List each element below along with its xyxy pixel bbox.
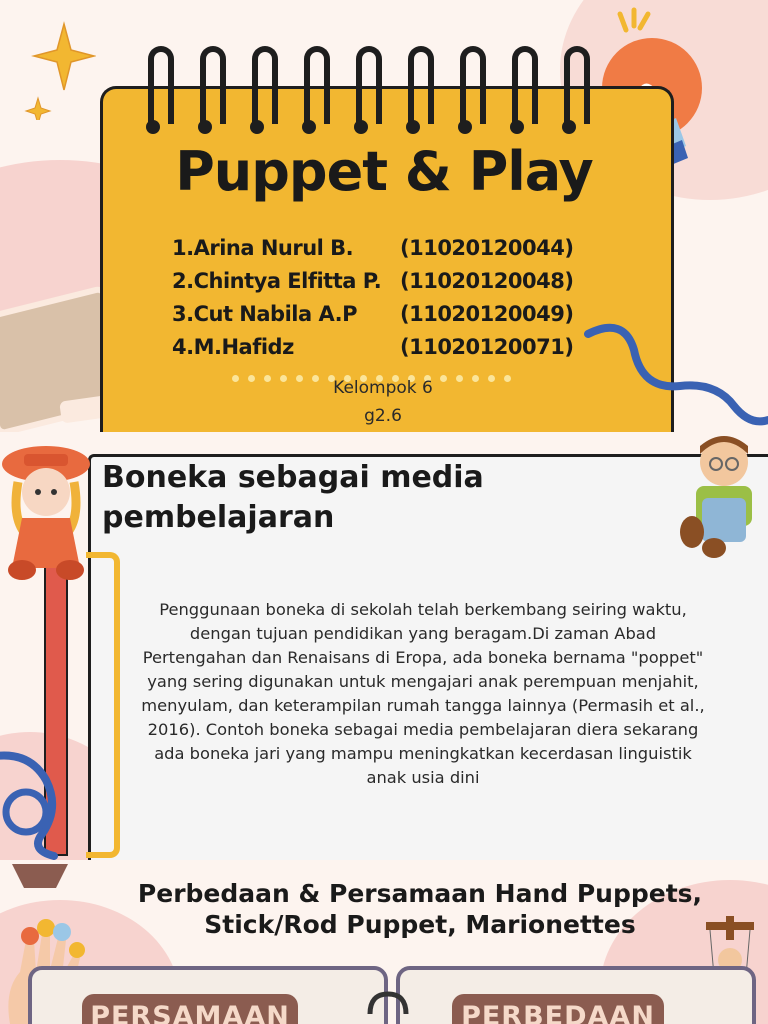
slide-heading [100, 878, 740, 940]
member-id: (11020120049) [400, 302, 574, 326]
member-row [172, 298, 573, 331]
member-row [172, 265, 573, 298]
slide-title [0, 0, 768, 432]
ring [512, 46, 538, 124]
member-id: (11020120048) [400, 269, 574, 293]
boy-doll-icon [674, 432, 768, 562]
slide-body-text: Penggunaan boneka di sekolah telah berkembang seiring waktu, dengan tujuan pendidikan yang beragam.Di zaman Abad Pertengahan dan Renaisans di Eropa, ada boneka bernama "poppet" yang sering digunakan untuk mengajari anak perempuan menjahit, menyulam, dan keterampilan rumah tangga lainnya (Permasih et al., 2016). Contoh boneka sebagai media pembelajaran diera sekarang ada boneka jari yang mampu meningkatkan kecerdasan linguistik anak usia dini [141, 600, 705, 787]
presentation-title: Puppet & Play [175, 140, 593, 203]
member-list [172, 232, 573, 364]
ring [408, 46, 434, 124]
class-label: g2.6 [364, 406, 402, 426]
rag-doll-icon [0, 436, 98, 586]
member-name: 1.Arina Nurul B. [172, 236, 354, 260]
ring [200, 46, 226, 124]
member-row [172, 232, 573, 265]
sparkle-star-icon [24, 20, 96, 120]
member-row [172, 331, 573, 364]
ring [252, 46, 278, 124]
slide-heading: Boneka sebagai media pembelajaran [102, 460, 484, 535]
binder-clip-icon [364, 990, 412, 1020]
member-id: (11020120044) [400, 236, 574, 260]
ring [356, 46, 382, 124]
ring [304, 46, 330, 124]
ring [564, 46, 590, 124]
ring [148, 46, 174, 124]
slide-boneka [0, 432, 768, 860]
member-name: 3.Cut Nabila A.P [172, 302, 357, 326]
heading-line-2: Stick/Rod Puppet, Marionettes [204, 910, 636, 939]
squiggle-icon [0, 750, 100, 860]
label-perbedaan: PERBEDAAN [452, 994, 664, 1024]
group-label: Kelompok 6 [333, 378, 433, 398]
rays-icon [8, 860, 72, 900]
member-name: 4.M.Hafidz [172, 335, 294, 359]
label-persamaan: PERSAMAAN [82, 994, 298, 1024]
slide-perbedaan [0, 860, 768, 1024]
member-id: (11020120071) [400, 335, 574, 359]
ring [460, 46, 486, 124]
member-name: 2.Chintya Elfitta P. [172, 269, 382, 293]
heading-line-1: Perbedaan & Persamaan Hand Puppets, [137, 879, 703, 908]
squiggle-icon [584, 320, 768, 432]
